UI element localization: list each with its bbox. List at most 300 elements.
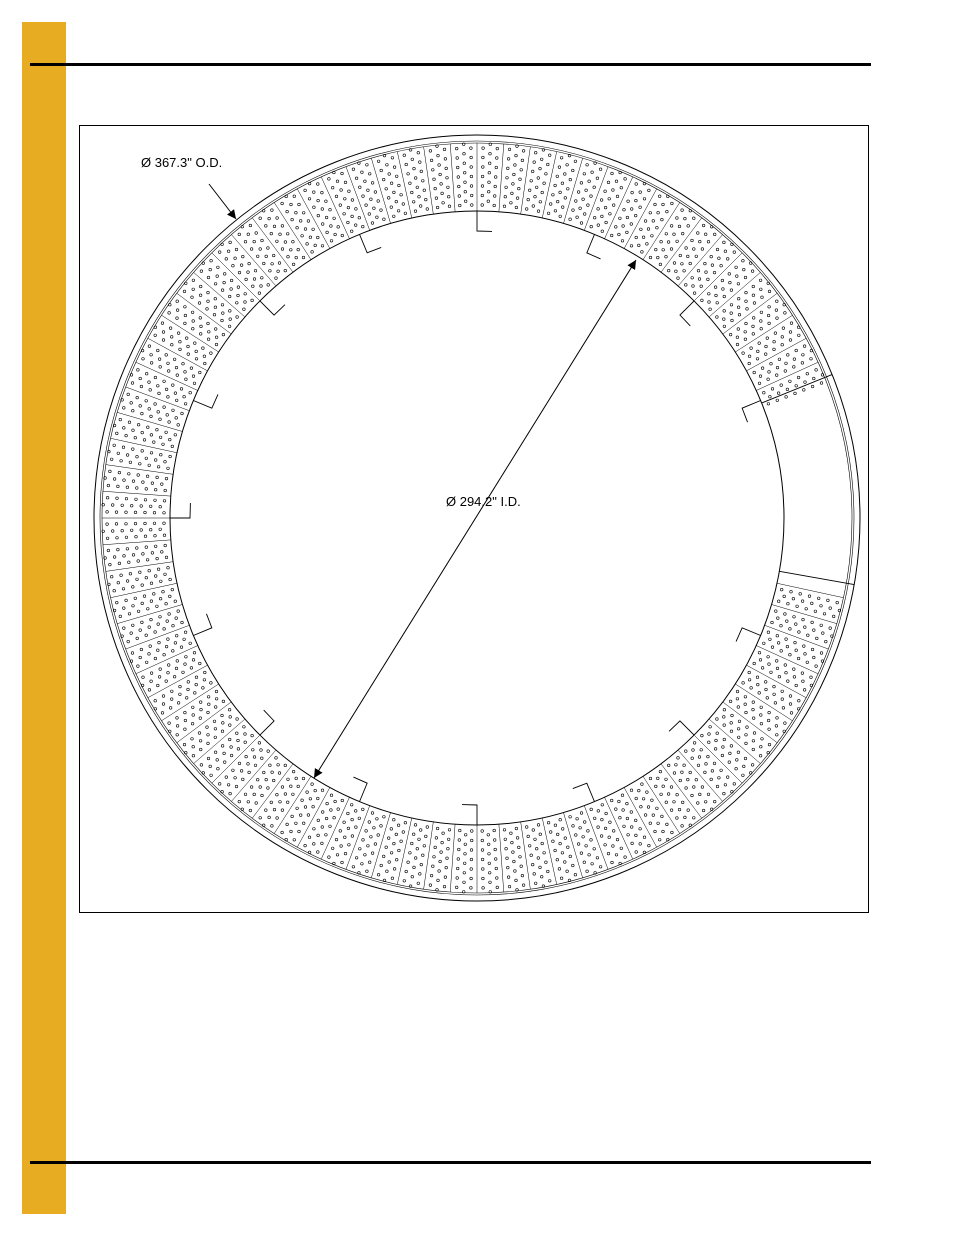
perforation-hole: [644, 814, 647, 817]
perforation-hole: [132, 429, 135, 432]
perforation-hole: [737, 751, 740, 754]
perforation-hole: [390, 828, 393, 831]
perforation-hole: [330, 809, 333, 812]
perforation-hole: [487, 834, 490, 837]
perforation-hole: [118, 471, 121, 474]
support-bracket: [260, 710, 274, 735]
perforation-hole: [139, 405, 142, 408]
perforation-hole: [393, 868, 396, 871]
perforation-hole: [807, 634, 810, 637]
perforation-hole: [787, 354, 790, 357]
perforation-hole: [704, 262, 707, 265]
perforation-hole: [662, 785, 665, 788]
perforation-hole: [488, 862, 491, 865]
perforation-hole: [172, 650, 175, 653]
panel-seam: [756, 362, 818, 390]
perforation-hole: [354, 810, 357, 813]
perforation-hole: [716, 732, 719, 735]
perforation-hole: [107, 484, 110, 487]
perforation-hole: [176, 317, 179, 320]
perforation-hole: [436, 206, 439, 209]
perforation-hole: [158, 358, 161, 361]
perforation-hole: [304, 806, 307, 809]
perforation-hole: [171, 445, 174, 448]
perforation-hole: [230, 754, 233, 757]
perforation-hole: [228, 738, 231, 741]
panel-seam: [111, 583, 177, 597]
perforation-hole: [489, 152, 492, 155]
panel-seam: [735, 684, 792, 721]
perforation-hole: [604, 827, 607, 830]
perforation-hole: [325, 200, 328, 203]
perforation-hole: [760, 320, 763, 323]
perforation-hole: [129, 572, 132, 575]
perforation-hole: [482, 868, 485, 871]
perforation-hole: [214, 751, 217, 754]
perforation-hole: [527, 198, 530, 201]
perforation-hole: [187, 688, 190, 691]
perforation-hole: [267, 787, 270, 790]
perforation-hole: [221, 304, 224, 307]
perforation-hole: [184, 711, 187, 714]
perforation-hole: [596, 857, 599, 860]
perforation-hole: [531, 170, 534, 173]
panel-seam: [177, 293, 231, 334]
perforation-hole: [676, 217, 679, 220]
perforation-hole: [176, 734, 179, 737]
perforation-hole: [787, 680, 790, 683]
perforation-hole: [268, 217, 271, 220]
perforation-hole: [137, 423, 140, 426]
perforation-hole: [187, 353, 190, 356]
perforation-hole: [215, 336, 218, 339]
perforation-hole: [277, 270, 280, 273]
perforation-hole: [281, 831, 284, 834]
perforation-hole: [335, 838, 338, 841]
perforation-hole: [513, 860, 516, 863]
perforation-hole: [215, 343, 218, 346]
perforation-hole: [627, 834, 630, 837]
perforation-hole: [652, 220, 655, 223]
perforation-hole: [748, 679, 751, 682]
perforation-hole: [702, 224, 705, 227]
perforation-hole: [296, 226, 299, 229]
perforation-hole: [293, 839, 296, 842]
perforation-hole: [549, 831, 552, 834]
perforation-hole: [284, 269, 287, 272]
perforation-hole: [395, 833, 398, 836]
perforation-hole: [464, 853, 467, 856]
perforation-hole: [177, 332, 180, 335]
perforation-hole: [440, 851, 443, 854]
perforation-hole: [456, 157, 459, 160]
perforation-hole: [778, 675, 781, 678]
perforation-hole: [192, 320, 195, 323]
perforation-hole: [786, 645, 789, 648]
perforation-hole: [691, 239, 694, 242]
perforation-hole: [144, 535, 147, 538]
perforation-hole: [243, 308, 246, 311]
perforation-hole: [156, 476, 159, 479]
perforation-hole: [192, 659, 195, 662]
perforation-hole: [365, 204, 368, 207]
perforation-hole: [199, 662, 202, 665]
perforation-hole: [228, 325, 231, 328]
perforation-hole: [508, 885, 511, 888]
perforation-hole: [792, 597, 795, 600]
perforation-hole: [355, 826, 358, 829]
perforation-hole: [163, 500, 166, 503]
perforation-hole: [263, 262, 266, 265]
perforation-hole: [707, 278, 710, 281]
perforation-hole: [623, 208, 626, 211]
perforation-hole: [366, 870, 369, 873]
perforation-hole: [149, 389, 152, 392]
perforation-hole: [796, 605, 799, 608]
perforation-hole: [238, 800, 241, 803]
perforation-hole: [795, 649, 798, 652]
perforation-hole: [456, 166, 459, 169]
perforation-hole: [622, 809, 625, 812]
perforation-hole: [199, 285, 202, 288]
perforation-hole: [678, 225, 681, 228]
perforation-hole: [137, 665, 140, 668]
perforation-hole: [131, 652, 134, 655]
perforation-hole: [556, 833, 559, 836]
perforation-hole: [832, 615, 835, 618]
perforation-hole: [527, 835, 530, 838]
perforation-hole: [797, 657, 800, 660]
perforation-hole: [131, 382, 134, 385]
perforation-hole: [351, 835, 354, 838]
perforation-hole: [261, 757, 264, 760]
perforation-hole: [295, 777, 298, 780]
perforation-hole: [276, 793, 279, 796]
perforation-hole: [753, 732, 756, 735]
perforation-hole: [190, 667, 193, 670]
perforation-hole: [815, 369, 818, 372]
perforation-hole: [742, 682, 745, 685]
perforation-hole: [655, 785, 658, 788]
perforation-hole: [126, 486, 129, 489]
perforation-hole: [417, 882, 420, 885]
perforation-hole: [745, 300, 748, 303]
perforation-hole: [752, 701, 755, 704]
perforation-hole: [683, 270, 686, 273]
perforation-hole: [495, 166, 498, 169]
perforation-hole: [533, 873, 536, 876]
perforation-hole: [561, 206, 564, 209]
perforation-hole: [383, 816, 386, 819]
perforation-hole: [616, 838, 619, 841]
perforation-hole: [784, 722, 787, 725]
perforation-hole: [442, 832, 445, 835]
perforation-hole: [657, 256, 660, 259]
perforation-hole: [281, 809, 284, 812]
perforation-hole: [435, 837, 438, 840]
perforation-hole: [693, 217, 696, 220]
perforation-hole: [737, 728, 740, 731]
od-leader-arrow: [209, 184, 236, 219]
perforation-hole: [373, 827, 376, 830]
perforation-hole: [159, 418, 162, 421]
perforation-hole: [687, 255, 690, 258]
perforation-hole: [597, 208, 600, 211]
perforation-hole: [348, 844, 351, 847]
perforation-hole: [676, 793, 679, 796]
perforation-hole: [198, 732, 201, 735]
perforation-hole: [588, 854, 591, 857]
perforation-hole: [742, 774, 745, 777]
perforation-hole: [295, 822, 298, 825]
perforation-hole: [702, 809, 705, 812]
perforation-hole: [358, 216, 361, 219]
perforation-hole: [825, 640, 828, 643]
perforation-hole: [412, 833, 415, 836]
perforation-hole: [141, 450, 144, 453]
perforation-hole: [292, 240, 295, 243]
perforation-hole: [159, 616, 162, 619]
perforation-hole: [798, 334, 801, 337]
perforation-hole: [756, 676, 759, 679]
perforation-hole: [539, 201, 542, 204]
perforation-hole: [601, 215, 604, 218]
perforation-hole: [317, 834, 320, 837]
perforation-hole: [693, 786, 696, 789]
perforation-hole: [276, 817, 279, 820]
perforation-hole: [601, 230, 604, 233]
perforation-hole: [435, 197, 438, 200]
perforation-hole: [539, 167, 542, 170]
perforation-hole: [313, 191, 316, 194]
perforation-hole: [148, 381, 151, 384]
perforation-hole: [673, 801, 676, 804]
perforation-hole: [229, 716, 232, 719]
perforation-hole: [251, 734, 254, 737]
perforation-hole: [122, 446, 125, 449]
perforation-hole: [611, 861, 614, 864]
perforation-hole: [297, 785, 300, 788]
perforation-hole: [530, 854, 533, 857]
perforation-hole: [128, 561, 131, 564]
perforation-hole: [144, 522, 147, 525]
perforation-hole: [258, 742, 261, 745]
perforation-hole: [199, 717, 202, 720]
perforation-hole: [670, 809, 673, 812]
perforation-hole: [344, 198, 347, 201]
perforation-hole: [179, 348, 182, 351]
perforation-hole: [761, 667, 764, 670]
perforation-hole: [154, 403, 157, 406]
perforation-hole: [189, 391, 192, 394]
perforation-hole: [425, 198, 428, 201]
perforation-hole: [675, 270, 678, 273]
perforation-hole: [774, 702, 777, 705]
perforation-hole: [154, 575, 157, 578]
perforation-hole: [448, 205, 451, 208]
perforation-hole: [148, 569, 151, 572]
perforation-hole: [723, 241, 726, 244]
perforation-hole: [402, 831, 405, 834]
inner-diameter-label: Ø 294.2" I.D.: [446, 494, 521, 509]
panel-seam: [162, 315, 219, 352]
perforation-hole: [140, 385, 143, 388]
perforation-hole: [737, 283, 740, 286]
perforation-hole: [376, 818, 379, 821]
perforation-hole: [611, 172, 614, 175]
perforation-hole: [693, 817, 696, 820]
perforation-hole: [743, 765, 746, 768]
perforation-hole: [317, 797, 320, 800]
perforation-hole: [183, 395, 186, 398]
perforation-hole: [515, 879, 518, 882]
perforation-hole: [202, 772, 205, 775]
perforation-hole: [615, 854, 618, 857]
perforation-hole: [470, 849, 473, 852]
perforation-hole: [168, 722, 171, 725]
perforation-hole: [716, 718, 719, 721]
perforation-hole: [167, 467, 170, 470]
perforation-hole: [296, 807, 299, 810]
perforation-hole: [735, 266, 738, 269]
perforation-hole: [711, 770, 714, 773]
perforation-hole: [695, 255, 698, 258]
perforation-hole: [685, 750, 688, 753]
perforation-hole: [673, 262, 676, 265]
perforation-hole: [716, 316, 719, 319]
perforation-hole: [173, 675, 176, 678]
perforation-hole: [612, 204, 615, 207]
perforation-hole: [218, 783, 221, 786]
perforation-hole: [801, 362, 804, 365]
perforation-hole: [355, 208, 358, 211]
perforation-hole: [661, 815, 664, 818]
perforation-hole: [222, 722, 225, 725]
perforation-hole: [463, 162, 466, 165]
perforation-hole: [419, 161, 422, 164]
perforation-hole: [120, 460, 123, 463]
perforation-hole: [311, 251, 314, 254]
perforation-hole: [281, 202, 284, 205]
perforation-hole: [801, 672, 804, 675]
perforation-hole: [597, 810, 600, 813]
perforation-hole: [763, 391, 766, 394]
perforation-hole: [159, 436, 162, 439]
perforation-hole: [122, 588, 125, 591]
panel-seam: [424, 147, 434, 214]
perforation-hole: [729, 333, 732, 336]
perforation-hole: [160, 580, 163, 583]
perforation-hole: [511, 192, 514, 195]
perforation-hole: [297, 248, 300, 251]
perforation-hole: [144, 499, 147, 502]
perforation-hole: [579, 827, 582, 830]
perforation-hole: [302, 777, 305, 780]
perforation-hole: [339, 204, 342, 207]
perforation-hole: [414, 210, 417, 213]
perforation-hole: [317, 199, 320, 202]
perforation-hole: [677, 757, 680, 760]
perforation-hole: [339, 830, 342, 833]
perforation-hole: [154, 545, 157, 548]
perforation-hole: [597, 224, 600, 227]
perforation-hole: [215, 698, 218, 701]
perforation-hole: [207, 711, 210, 714]
perforation-hole: [693, 248, 696, 251]
perforation-hole: [330, 794, 333, 797]
perforation-hole: [780, 650, 783, 653]
perforation-hole: [789, 628, 792, 631]
perforation-hole: [723, 716, 726, 719]
perforation-hole: [419, 205, 422, 208]
perforation-hole: [723, 295, 726, 298]
perforation-hole: [168, 421, 171, 424]
perforation-hole: [162, 443, 165, 446]
panel-seam: [106, 562, 173, 572]
perforation-hole: [640, 228, 643, 231]
perforation-hole: [504, 838, 507, 841]
perforation-hole: [811, 385, 814, 388]
perforation-hole: [371, 182, 374, 185]
perforation-hole: [803, 389, 806, 392]
perforation-hole: [651, 235, 654, 238]
perforation-hole: [238, 271, 241, 274]
perforation-hole: [748, 355, 751, 358]
perforation-hole: [621, 240, 624, 243]
perforation-hole: [559, 842, 562, 845]
perforation-hole: [618, 233, 621, 236]
perforation-hole: [795, 623, 798, 626]
perforation-hole: [176, 660, 179, 663]
perforation-hole: [190, 367, 193, 370]
perforation-hole: [248, 262, 251, 265]
perforation-hole: [162, 703, 165, 706]
panel-seam: [371, 813, 390, 878]
perforation-hole: [236, 732, 239, 735]
perforation-hole: [609, 821, 612, 824]
perforation-hole: [820, 624, 823, 627]
perforation-hole: [648, 189, 651, 192]
perforation-hole: [140, 648, 143, 651]
perforation-hole: [488, 181, 491, 184]
perforation-hole: [655, 248, 658, 251]
perforation-hole: [692, 749, 695, 752]
perforation-hole: [380, 209, 383, 212]
perforation-hole: [554, 849, 557, 852]
perforation-hole: [604, 206, 607, 209]
perforation-hole: [383, 218, 386, 221]
perforation-hole: [753, 662, 756, 665]
perforation-hole: [174, 392, 177, 395]
perforation-hole: [464, 200, 467, 203]
perforation-hole: [556, 175, 559, 178]
panel-seam: [746, 338, 806, 371]
perforation-hole: [238, 233, 241, 236]
perforation-hole: [206, 308, 209, 311]
panel-seam: [694, 253, 742, 301]
perforation-hole: [737, 306, 740, 309]
perforation-hole: [129, 461, 132, 464]
perforation-hole: [777, 642, 780, 645]
perforation-hole: [304, 844, 307, 847]
perforation-hole: [481, 204, 484, 207]
perforation-hole: [344, 181, 347, 184]
perforation-hole: [337, 226, 340, 229]
panel-seam: [723, 293, 777, 334]
perforation-hole: [301, 799, 304, 802]
perforation-hole: [192, 754, 195, 757]
perforation-hole: [515, 206, 518, 209]
